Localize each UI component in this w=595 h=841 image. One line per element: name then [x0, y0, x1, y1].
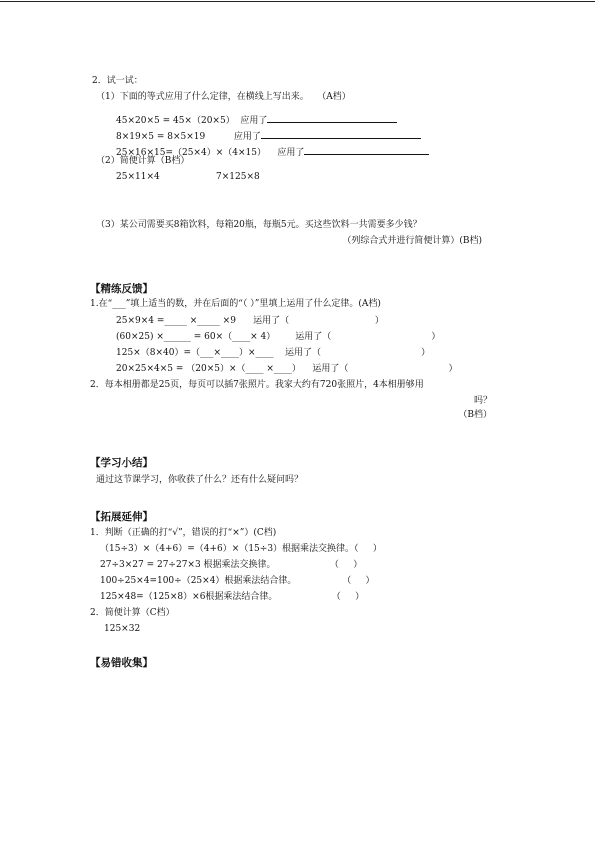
practice-row-2: (60×25) ×______ = 60×（____× 4） 运用了（ ）: [116, 332, 441, 342]
practice-row-3: 125×（8×40）=（___×____）×____ 运用了（ ）: [116, 348, 431, 358]
judge-row-1: （15÷3）×（4+6）=（4+6）×（15÷3）根据乘法交换律。（ ）: [100, 544, 382, 554]
practice-header: 【精练反馈】: [90, 283, 153, 295]
extend-instruction-2: 2．简便计算（C档）: [90, 608, 175, 618]
practice-row-4: 20×25×4×5 = （20×5）×（____ ×____） 运用了（ ）: [116, 364, 458, 374]
try-question-1: （1）下面的等式应用了什么定律，在横线上写出来。 （A档）: [96, 92, 351, 102]
equation-3: 25×16×15=（25×4）×（4×15） 应用了: [116, 148, 305, 158]
try-question-3: （3）某公司需要买8箱饮料，每箱20瓶，每瓶5元。买这些饮料一共需要多少钱？: [96, 220, 422, 230]
answer-blank-2[interactable]: [261, 129, 421, 139]
practice-row-1: 25×9×4 =_____ ×_____ ×9 运用了（ ）: [116, 316, 384, 326]
errors-header: 【易错收集】: [90, 657, 153, 669]
try-title: 2．试一试：: [92, 76, 143, 86]
practice-level-b: （B档）: [458, 410, 492, 420]
summary-text: 通过这节课学习，你收获了什么？还有什么疑问吗？: [96, 475, 304, 485]
judge-row-3: 100÷25×4=100÷（25×4）根据乘法结合律。 （ ）: [100, 576, 375, 586]
calc-item-2: 7×125×8: [216, 172, 260, 182]
calc-item-1: 25×11×4: [116, 172, 160, 182]
extend-header: 【拓展延伸】: [90, 511, 153, 523]
judge-row-4: 125×48=（125×8）×6根据乘法结合律。 （ ）: [100, 592, 365, 602]
summary-header: 【学习小结】: [90, 457, 153, 469]
practice-instruction-2: 2．每本相册都是25页，每页可以插7张照片。我家大约有720张照片，4本相册够用: [90, 380, 424, 390]
practice-instruction-2-end: 吗？: [473, 396, 492, 406]
practice-instruction-1: 1.在“___”填上适当的数，并在后面的“（ ）”里填上运用了什么定律。(A档): [90, 299, 381, 309]
try-question-2: （2）简便计算（B档）: [96, 156, 190, 166]
answer-blank-1[interactable]: [267, 113, 397, 123]
extend-calc-1: 125×32: [104, 624, 141, 634]
equation-1: 45×20×5 = 45×（20×5） 应用了: [116, 116, 268, 126]
try-question-3-note: （列综合式并进行简便计算）(B档): [342, 236, 482, 246]
extend-instruction-1: 1．判断（正确的打“√”，错误的打“×”）(C档): [90, 528, 277, 538]
page-top-rule: [0, 1, 595, 2]
equation-2: 8×19×5 = 8×5×19 应用了: [116, 132, 261, 142]
answer-blank-3[interactable]: [304, 145, 429, 155]
judge-row-2: 27÷3×27 = 27÷27×3 根据乘法交换律。 （ ）: [100, 560, 363, 570]
